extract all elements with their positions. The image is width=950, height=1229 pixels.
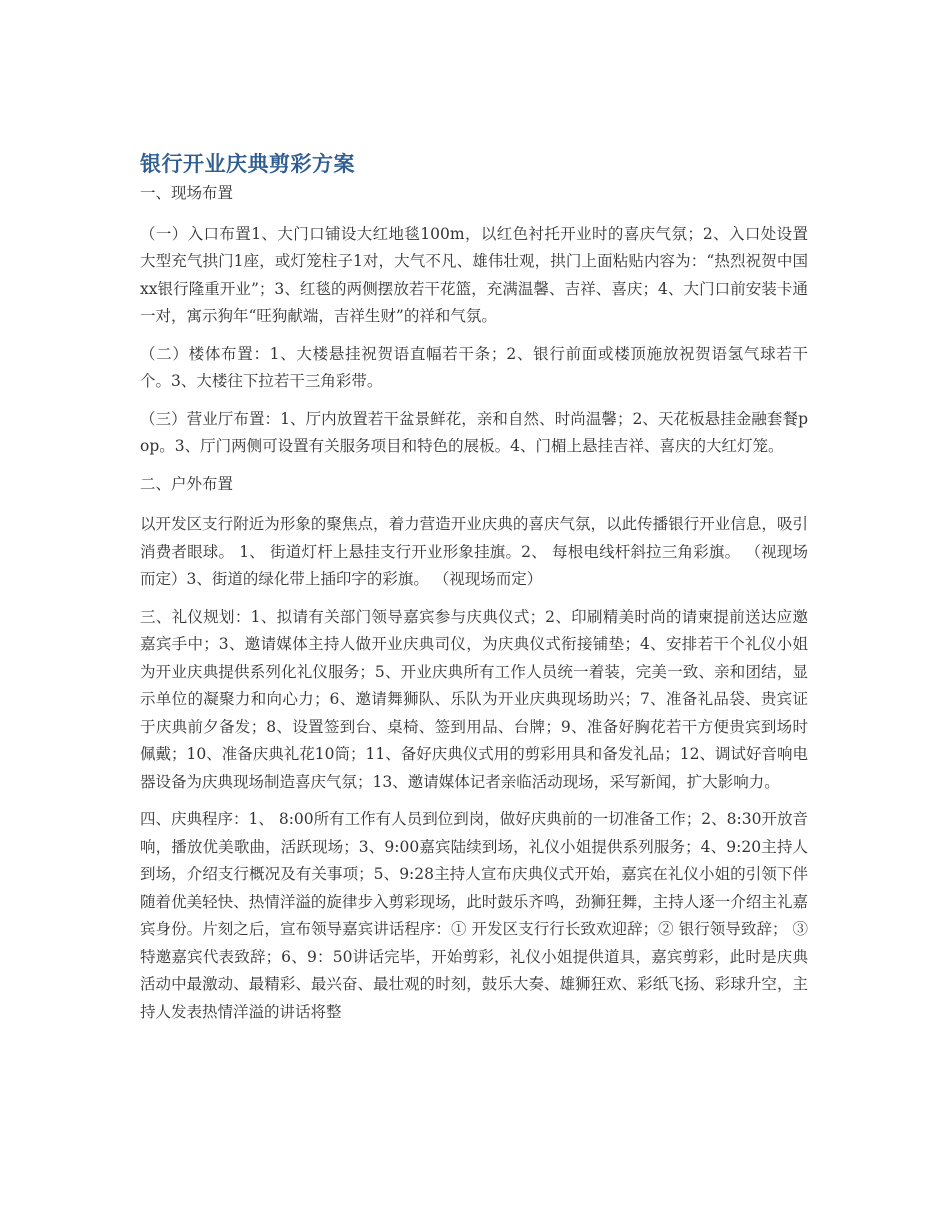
paragraph-ceremony-program: 四、庆典程序：1、 8:00所有工作有人员到位到岗，做好庆典前的一切准备工作；2、8:30开放音响，播放优美歌曲，活跃现场；3、9:00嘉宾陆续到场，礼仪小姐提供系列服务；4、9:20主持人到场，介绍支行概况及有关事项；5、9:28主持人宣布庆典仪式开始，嘉宾在礼仪小姐的引领下伴随着优美轻快、热情洋溢的旋律步入剪彩现场，此时鼓乐齐鸣，劲狮狂舞，主持人逐一介绍主礼嘉宾身份。片刻之后，宣布领导嘉宾讲话程序：① 开发区支行行长致欢迎辞；② 银行领导致辞； ③ 特邀嘉宾代表致辞；6、9：50讲话完毕，开始剪彩，礼仪小姐提供道具，嘉宾剪彩，此时是庆典活动中最激动、最精彩、最兴奋、最壮观的时刻，鼓乐大奏、雄狮狂欢、彩纸飞扬、彩球升空，主持人发表热情洋溢的讲话将整: [140, 810, 808, 1021]
document-title: 银行开业庆典剪彩方案: [140, 152, 355, 176]
paragraph-entrance-layout: （一）入口布置1、大门口铺设大红地毯100m，以红色衬托开业时的喜庆气氛；2、入口处设置大型充气拱门1座，或灯笼柱子1对，大气不凡、雄伟壮观，拱门上面粘贴内容为：“热烈祝贺中国xx银行隆重开业”；3、红毯的两侧摆放若干花篮，充满温馨、吉祥、喜庆；4、大门口前安装卡通一对，寓示狗年“旺狗献端，吉祥生财”的祥和气氛。: [140, 224, 808, 325]
paragraph-etiquette-plan: 三、礼仪规划：1、拟请有关部门领导嘉宾参与庆典仪式；2、印刷精美时尚的请柬提前送达应邀嘉宾手中；3、邀请媒体主持人做开业庆典司仪，为庆典仪式衔接铺垫；4、安排若干个礼仪小姐为开业庆典提供系列化礼仪服务；5、开业庆典所有工作人员统一着装，完美一致、亲和团结，显示单位的凝聚力和向心力；6、邀请舞狮队、乐队为开业庆典现场助兴；7、准备礼品袋、贵宾证于庆典前夕备发；8、设置签到台、桌椅、签到用品、台牌；9、准备好胸花若干方便贵宾到场时佩戴；10、准备庆典礼花10筒；11、备好庆典仪式用的剪彩用具和备发礼品；12、调试好音响电器设备为庆典现场制造喜庆气氛；13、邀请媒体记者亲临活动现场，采写新闻，扩大影响力。: [140, 607, 808, 791]
paragraph-building-layout: （二）楼体布置：1、大楼悬挂祝贺语直幅若干条；2、银行前面或楼顶施放祝贺语氢气球若干个。3、大楼往下拉若干三角彩带。: [140, 344, 808, 390]
section-heading-outdoor-layout: 二、户外布置: [140, 474, 234, 493]
paragraph-outdoor-layout: 以开发区支行附近为形象的聚焦点，着力营造开业庆典的喜庆气氛，以此传播银行开业信息，吸引消费者眼球。 1、 街道灯杆上悬挂支行开业形象挂旗。2、 每根电线杆斜拉三角彩旗。 （视现场而定）3、街道的绿化带上插印字的彩旗。 （视现场而定）: [140, 515, 808, 588]
document-body: [140, 150, 808, 1036]
section-heading-site-layout: 一、现场布置: [140, 184, 234, 202]
paragraph-hall-layout: （三）营业厅布置：1、厅内放置若干盆景鲜花，亲和自然、时尚温馨；2、天花板悬挂金融套餐pop。3、厅门两侧可设置有关服务项目和特色的展板。4、门楣上悬挂吉祥、喜庆的大红灯笼。: [140, 409, 808, 455]
